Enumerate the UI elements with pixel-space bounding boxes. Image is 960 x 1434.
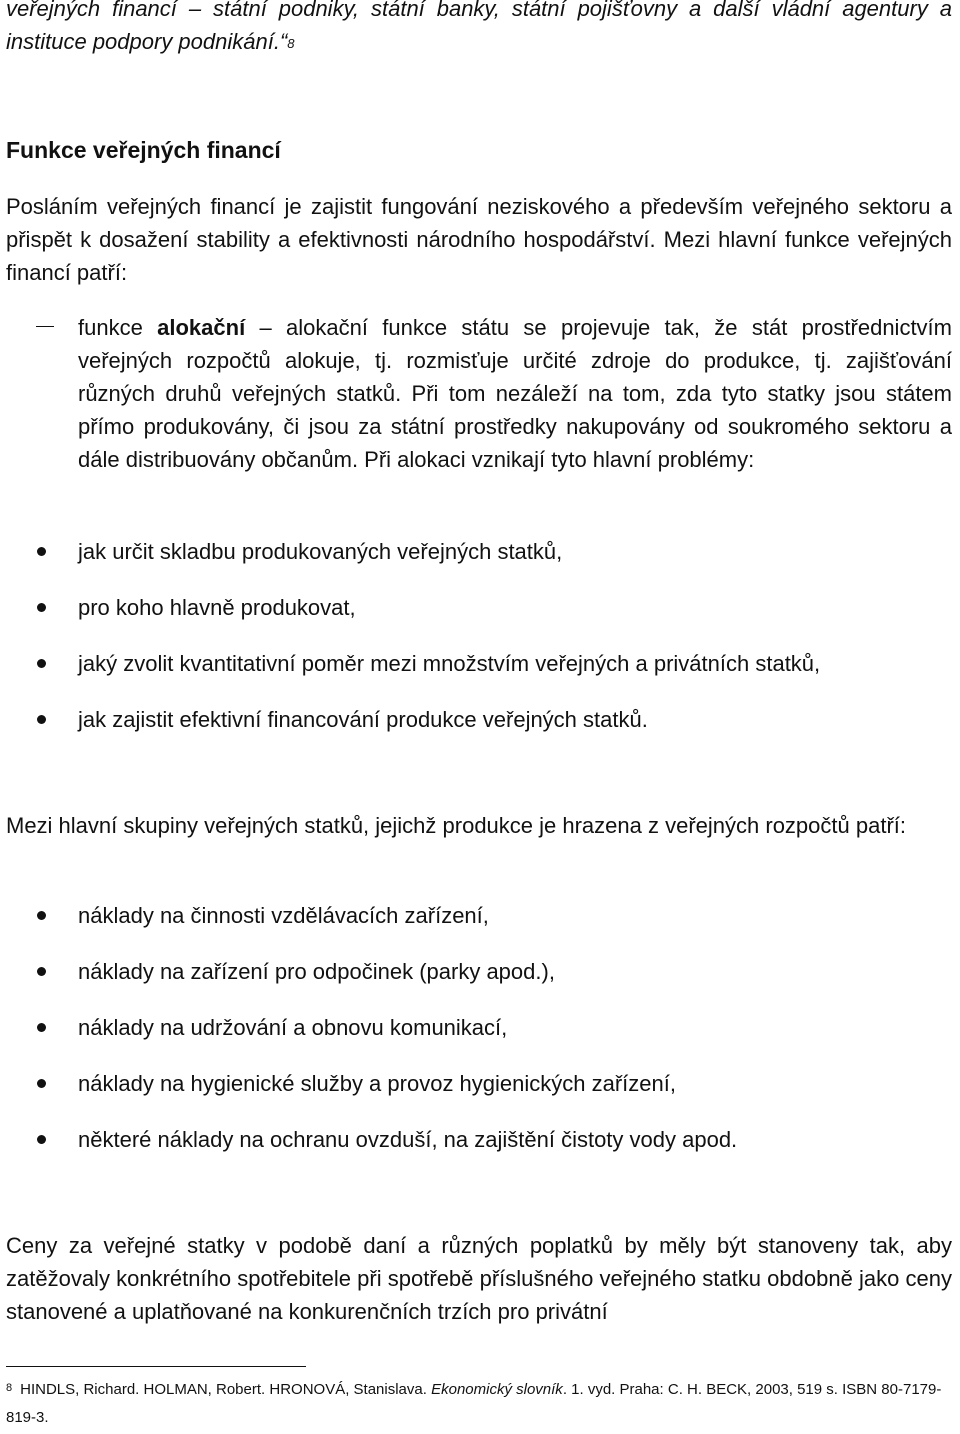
paragraph-groups: Mezi hlavní skupiny veřejných statků, jejichž produkce je hrazena z veřejných rozpočtů patří: <box>6 813 906 838</box>
footnote-divider <box>6 1366 306 1367</box>
list-item: jak určit skladbu produkovaných veřejných statků, <box>78 539 563 564</box>
dash-item-bold-term: alokační <box>157 315 246 340</box>
footnote-authors: HINDLS, Richard. HOLMAN, Robert. HRONOVÁ, Stanislava. <box>20 1381 432 1398</box>
list-item: náklady na hygienické služby a provoz hygienických zařízení, <box>78 1071 676 1096</box>
footnote-details: . 1. vyd. Praha: C. H. BECK, 2003, 519 s. ISBN 80-7179-819-3. <box>6 1381 942 1426</box>
dash-item-prefix: funkce <box>78 315 158 340</box>
bullet-icon <box>37 967 46 976</box>
paragraph-prices: Ceny za veřejné statky v podobě daní a různých poplatků by měly být stanoveny tak, aby zatěžovaly konkrétního spotřebitele při spotřebě příslušného veřejného statku obdobně jako ceny stanovené a uplatňované na konkurenčních trzích pro privátní <box>6 1233 952 1324</box>
bullet-icon <box>37 547 46 556</box>
dash-list-item <box>78 311 952 476</box>
list-item: pro koho hlavně produkovat, <box>78 595 356 620</box>
intro-text: veřejných financí – státní podniky, státní banky, státní pojišťovny a další vládní agentury a instituce podpory podnikání.“ <box>6 0 952 54</box>
bullet-icon <box>37 715 46 724</box>
list-item: náklady na činnosti vzdělávacích zařízení, <box>78 903 489 928</box>
footnote <box>6 1376 952 1432</box>
bullet-icon <box>37 1135 46 1144</box>
bullet-icon <box>37 911 46 920</box>
section-heading: Funkce veřejných financí <box>6 137 281 163</box>
list-item: jak zajistit efektivní financování produkce veřejných statků. <box>78 707 648 732</box>
dash-item-text: – alokační funkce státu se projevuje tak, že stát prostřednictvím veřejných rozpočtů alokuje, tj. rozmisťuje určité zdroje do produkce, tj. zajišťování různých druhů veřejných statků. Při tom nezáleží na tom, zda tyto statky jsou státem přímo produkovány, či jsou za státní prostředky nakupovány od soukromého sektoru a dále distribuovány občanům. Při alokaci vznikají tyto hlavní problémy: <box>78 315 952 472</box>
bullet-icon <box>37 603 46 612</box>
list-item: některé náklady na ochranu ovzduší, na zajištění čistoty vody apod. <box>78 1127 738 1152</box>
bullet-icon <box>37 659 46 668</box>
paragraph-purpose: Posláním veřejných financí je zajistit fungování neziskového a především veřejného sektoru a přispět k dosažení stability a efektivnosti národního hospodářství. Mezi hlavní funkce veřejných financí patří: <box>6 194 952 285</box>
list-item: náklady na udržování a obnovu komunikací, <box>78 1015 508 1040</box>
intro-paragraph <box>6 0 952 58</box>
list-item: jaký zvolit kvantitativní poměr mezi množstvím veřejných a privátních statků, <box>78 651 821 676</box>
bullet-icon <box>37 1023 46 1032</box>
footnote-ref[interactable]: 8 <box>287 36 295 51</box>
footnote-number: 8 <box>6 1382 13 1394</box>
list-item: náklady na zařízení pro odpočinek (parky apod.), <box>78 959 555 984</box>
dash-bullet-icon <box>36 326 54 327</box>
bullet-icon <box>37 1079 46 1088</box>
footnote-title: Ekonomický slovník <box>431 1381 563 1398</box>
